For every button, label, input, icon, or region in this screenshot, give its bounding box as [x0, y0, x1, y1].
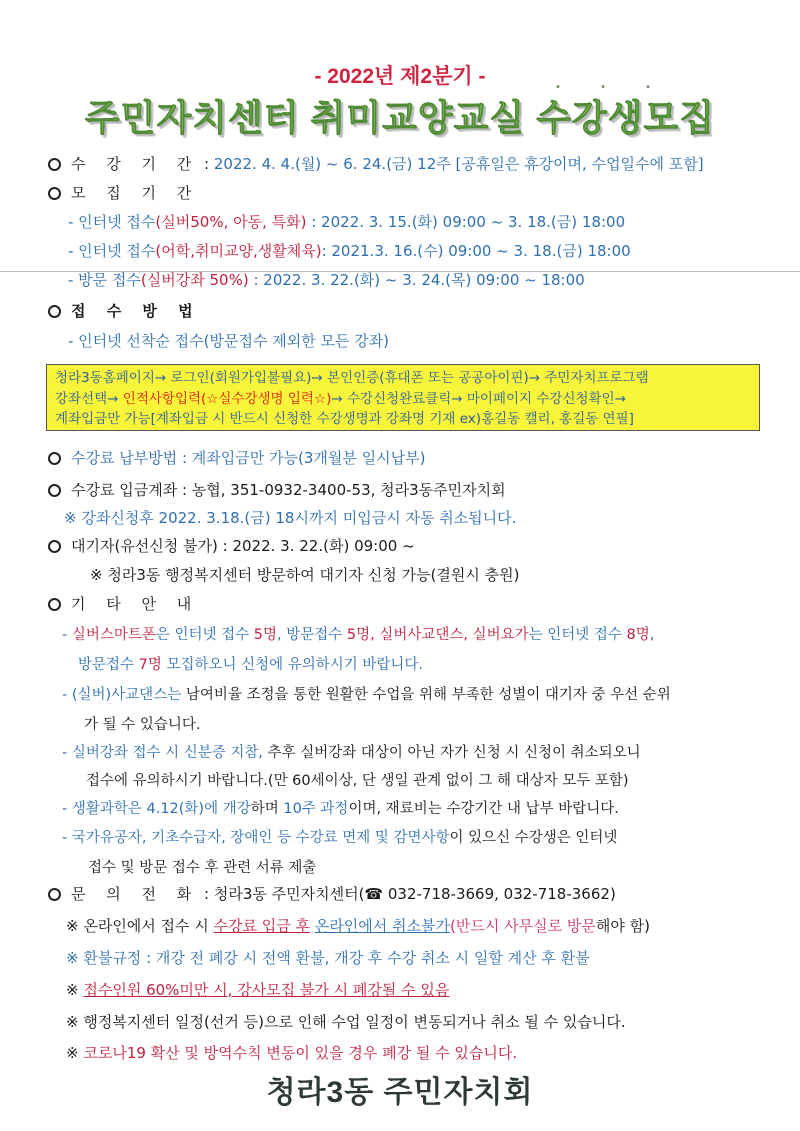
recruit-item: - 인터넷 접수(어학,취미교양,생활체육): 2021.3. 16.(수) 09:00 ~ 3. 18.(금) 18:00: [68, 242, 631, 260]
circle-bullet-icon: [48, 598, 61, 611]
other-info-item-5-cont: 접수 및 방문 접수 후 관련 서류 제출: [88, 860, 317, 876]
steps-line-3: 계좌입금만 가능[계좌입금 시 반드시 신청한 수강생명과 강좌명 기재 ex)홍길동 캘리, 홍길동 연필]: [55, 411, 634, 427]
circle-bullet-icon: [48, 540, 61, 553]
payment-account: 수강료 입금계좌 : 농협, 351-0932-3400-53, 청라3동주민자치회: [48, 479, 506, 500]
circle-bullet-icon: [48, 888, 61, 901]
recruit-period-label: 모 집 기 간: [71, 184, 200, 202]
waitlist-note: ※ 청라3동 행정복지센터 방문하여 대기자 신청 가능(결원시 충원): [90, 566, 520, 584]
recruit-item: - 방문 접수(실버강좌 50%) : 2022. 3. 22.(화) ~ 3. 24.(목) 09:00 ~ 18:00: [68, 271, 585, 289]
other-info-label: 기 타 안 내: [71, 595, 200, 613]
footer-organization: 청라3동 주민자치회: [266, 1076, 534, 1109]
other-info-item-1-cont: 방문접수 7명 모집하오니 신청에 유의하시기 바랍니다.: [78, 657, 424, 673]
waitlist: 대기자(유선신청 불가) : 2022. 3. 22.(화) 09:00 ~: [48, 535, 415, 556]
other-info-item-3: - 실버강좌 접수 시 신분증 지참, 추후 실버강좌 대상이 아닌 자가 신청 시 신청이 취소되오니: [62, 745, 641, 761]
page-title: 주민자치센터 취미교양교실 수강생모집: [84, 97, 716, 138]
recruit-item: - 인터넷 접수(실버50%, 아동, 특화) : 2022. 3. 15.(화) 09:00 ~ 3. 18.(금) 18:00: [68, 213, 626, 231]
apply-method-label: 접 수 방 법: [71, 302, 201, 320]
contact-note-1: ※ 온라인에서 접수 시 수강료 입금 후 온라인에서 취소불가(반드시 사무실로 방문해야 함): [66, 917, 650, 935]
other-info-item-1: - 실버스마트폰은 인터넷 접수 5명, 방문접수 5명, 실버사교댄스, 실버요가는 인터넷 접수 8명,: [62, 627, 655, 643]
contact-note-4: ※ 행정복지센터 일정(선거 등)으로 인해 수업 일정이 변동되거나 취소 될 수 있습니다.: [66, 1013, 626, 1031]
other-info-item-2-cont: 가 될 수 있습니다.: [84, 717, 201, 733]
apply-method-item: - 인터넷 선착순 접수(방문접수 제외한 모든 강좌): [68, 332, 390, 350]
course-period-value: 2022. 4. 4.(월) ~ 6. 24.(금) 12주 [공휴일은 휴강이며, 수업일수에 포함]: [213, 155, 704, 173]
contact-value: : 청라3동 주민자치센터(☎ 032-718-3669, 032-718-3662): [199, 885, 616, 903]
contact-label: 문 의 전 화: [71, 885, 200, 903]
emphasis-dots: • • •: [555, 82, 670, 93]
other-info: [48, 593, 199, 614]
subtitle: - 2022년 제2분기 -: [314, 65, 486, 88]
recruit-period: [48, 182, 199, 203]
course-period: 수 강 기 간 : 2022. 4. 4.(월) ~ 6. 24.(금) 12주 [공휴일은 휴강이며, 수업일수에 포함]: [48, 153, 704, 174]
steps-line-2: 강좌선택→ 인적사항입력(☆실수강생명 입력☆)→ 수강신청완료클릭→ 마이페이지 수강신청확인→: [55, 390, 626, 407]
apply-method: [48, 300, 201, 321]
application-steps-box: [46, 364, 760, 431]
other-info-item-4: - 생활과학은 4.12(화)에 개강하며 10주 과정이며, 재료비는 수강기간 내 납부 바랍니다.: [62, 801, 619, 817]
contact-note-5: ※ 코로나19 확산 및 방역수칙 변동이 있을 경우 폐강 될 수 있습니다.: [66, 1044, 518, 1062]
other-info-item-3-cont: 접수에 유의하시기 바랍니다.(만 60세이상, 단 생일 관계 없이 그 해 대상자 모두 포함): [86, 773, 629, 789]
circle-bullet-icon: [48, 158, 61, 171]
other-info-item-2: - (실버)사교댄스는 남여비율 조정을 통한 원활한 수업을 위해 부족한 성별이 대기자 중 우선 순위: [62, 687, 671, 703]
contact: [48, 883, 616, 904]
contact-note-2: ※ 환불규정 : 개강 전 폐강 시 전액 환불, 개강 후 수강 취소 시 일할 계산 후 환불: [66, 949, 590, 967]
circle-bullet-icon: [48, 305, 61, 318]
payment-method: 수강료 납부방법 : 계좌입금만 가능(3개월분 일시납부): [48, 447, 425, 468]
circle-bullet-icon: [48, 187, 61, 200]
circle-bullet-icon: [48, 452, 61, 465]
contact-note-3: ※ 접수인원 60%미만 시, 강사모집 불가 시 폐강될 수 있음: [66, 981, 450, 999]
steps-line-1: 청라3동홈페이지→ 로그인(회원가입불필요)→ 본인인증(휴대폰 또는 공공아이핀)→ 주민자치프로그램: [55, 370, 649, 386]
personal-info-highlight: 인적사항입력(☆실수강생명 입력☆): [122, 390, 332, 407]
circle-bullet-icon: [48, 484, 61, 497]
course-period-label: 수 강 기 간: [71, 155, 200, 173]
payment-account-note: ※ 강좌신청후 2022. 3.18.(금) 18시까지 미입금시 자동 취소됩니다.: [64, 509, 517, 527]
other-info-item-5: - 국가유공자, 기초수급자, 장애인 등 수강료 면제 및 감면사항이 있으신 수강생은 인터넷: [62, 830, 618, 846]
